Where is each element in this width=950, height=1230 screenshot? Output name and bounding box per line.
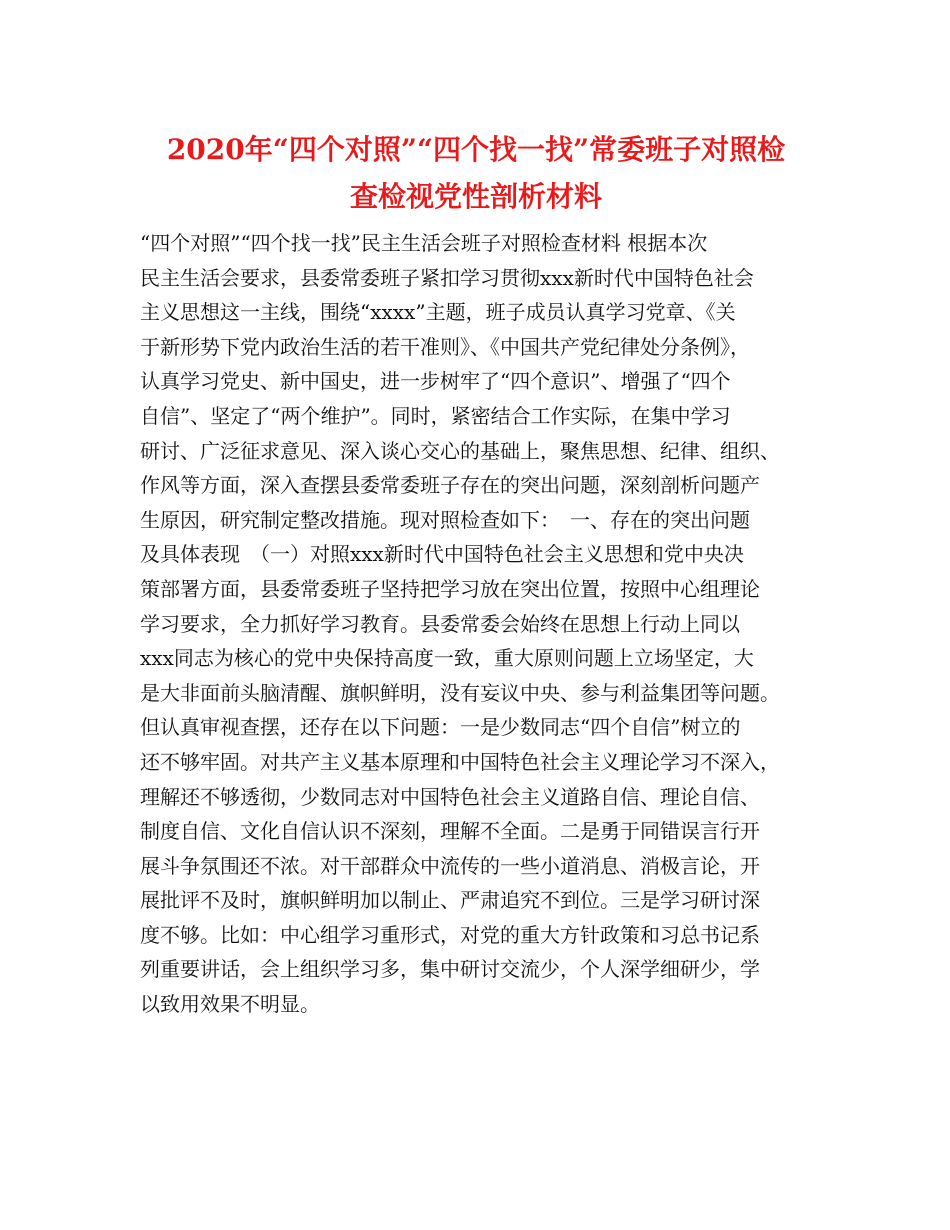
body-line: 度不够。比如：中心组学习重形式，对党的重大方针政策和习总书记系	[140, 922, 760, 947]
body-line: 认真学习党史、新中国史，进一步树牢了“四个意识”、增强了“四个	[140, 369, 731, 394]
body-line: 是大非面前头脑清醒、旗帜鲜明，没有妄议中央、参与利益集团等问题。	[140, 680, 780, 705]
body-line: “四个对照”“四个找一找”民主生活会班子对照检查材料 根据本次	[140, 231, 708, 255]
body-line: 学习要求，全力抓好学习教育。县委常委会始终在思想上行动上同以	[140, 611, 740, 636]
body-line: 列重要讲话，会上组织学习多，集中研讨交流少，个人深学细研少，学	[140, 957, 760, 982]
body-line: xxx同志为核心的党中央保持高度一致，重大原则问题上立场坚定，大	[140, 646, 754, 671]
body-line: 研讨、广泛征求意见、深入谈心交心的基础上，聚焦思想、纪律、组织、	[140, 438, 780, 463]
body-line: 及具体表现 （一）对照xxx新时代中国特色社会主义思想和党中央决	[140, 542, 744, 567]
body-line: 以致用效果不明显。	[140, 992, 320, 1017]
body-line: 生原因，研究制定整改措施。现对照检查如下： 一、存在的突出问题	[140, 507, 750, 532]
document-title	[140, 126, 812, 220]
body-line: 作风等方面，深入查摆县委常委班子存在的突出问题，深刻剖析问题产	[140, 473, 760, 498]
body-line: 但认真审视查摆，还存在以下问题：一是少数同志“四个自信”树立的	[140, 715, 741, 740]
body-line: 主义思想这一主线，围绕“xxxx”主题，班子成员认真学习党章、《关	[140, 300, 736, 325]
body-line: 民主生活会要求，县委常委班子紧扣学习贯彻xxx新时代中国特色社会	[140, 265, 754, 290]
title-line-1: 2020年“四个对照”“四个找一找”常委班子对照检	[166, 133, 786, 166]
body-line: 策部署方面，县委常委班子坚持把学习放在突出位置，按照中心组理论	[140, 576, 760, 601]
body-line: 展批评不及时，旗帜鲜明加以制止、严肃追究不到位。三是学习研讨深	[140, 888, 760, 913]
body-line: 展斗争氛围还不浓。对干部群众中流传的一些小道消息、消极言论，开	[140, 853, 760, 878]
body-line: 于新形势下党内政治生活的若干准则》、《中国共产党纪律处分条例》，	[140, 334, 750, 359]
body-line: 制度自信、文化自信认识不深刻，理解不全面。二是勇于同错误言行开	[140, 819, 760, 844]
body-line: 还不够牢固。对共产主义基本原理和中国特色社会主义理论学习不深入，	[140, 749, 780, 774]
body-line: 理解还不够透彻，少数同志对中国特色社会主义道路自信、理论自信、	[140, 784, 760, 809]
title-line-2: 查检视党性剖析材料	[349, 180, 602, 213]
body-line: 自信”、坚定了“两个维护”。同时，紧密结合工作实际，在集中学习	[140, 403, 731, 428]
document-body	[140, 226, 820, 1022]
